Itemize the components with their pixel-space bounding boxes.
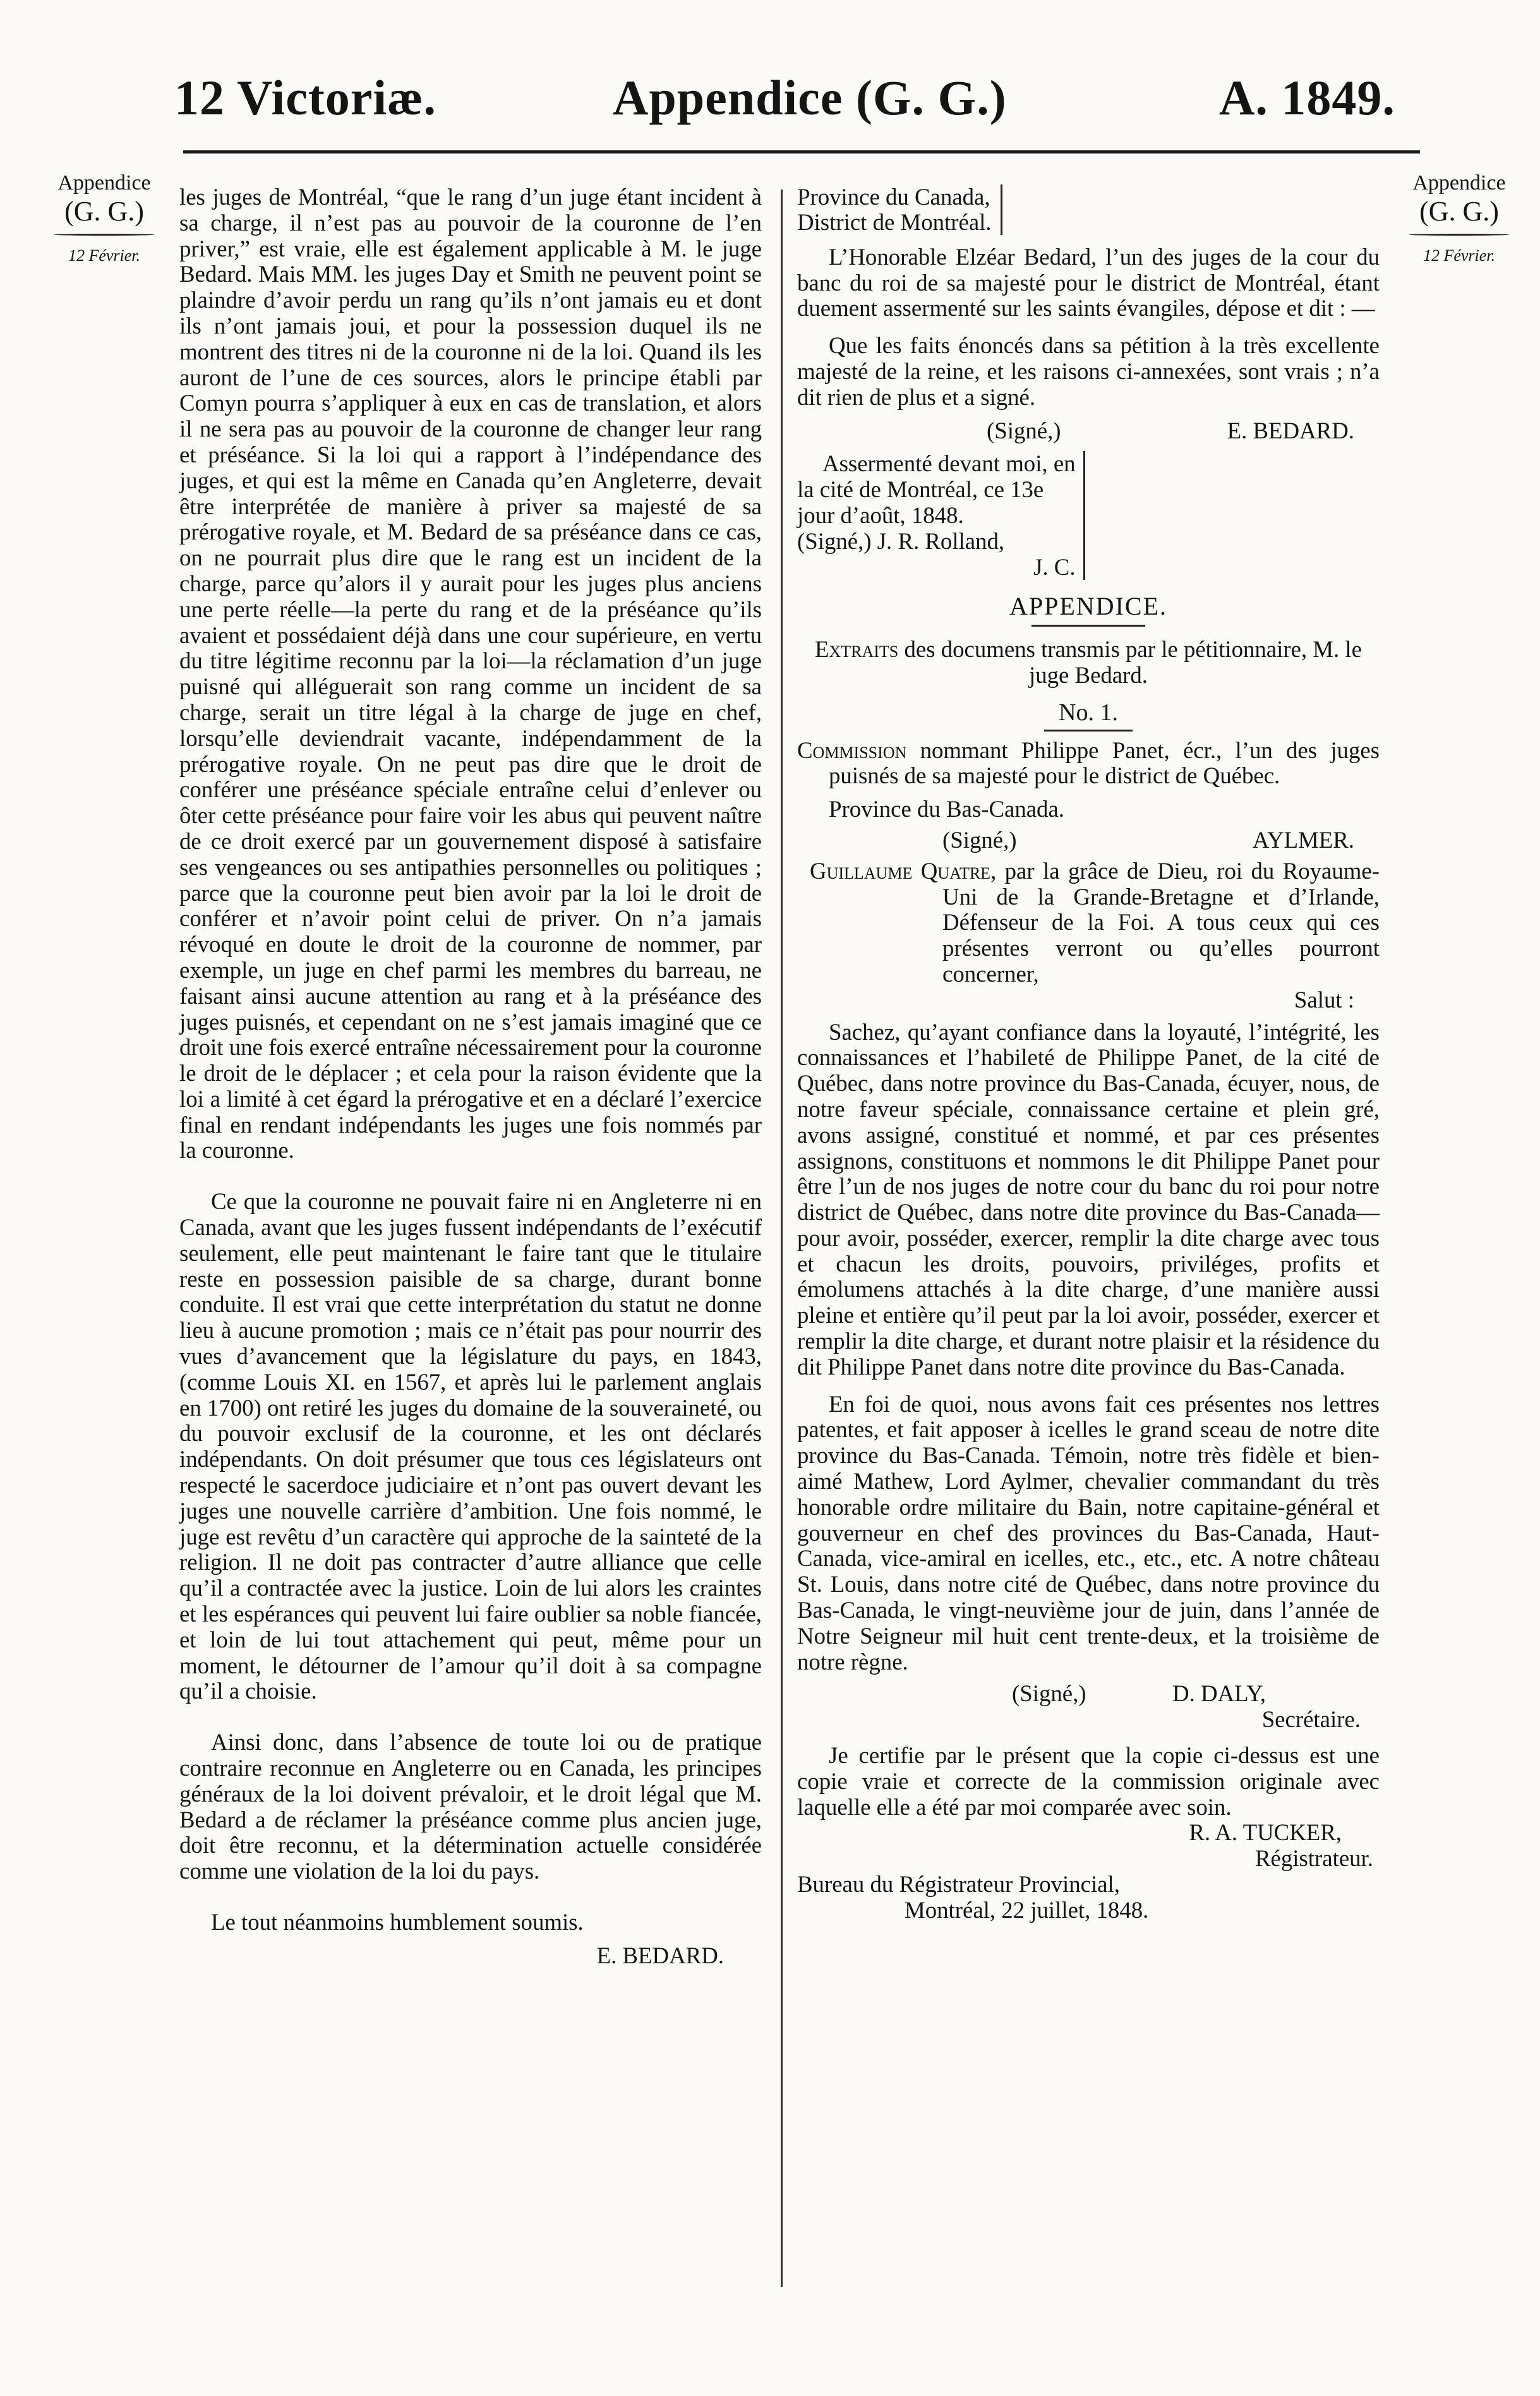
signed-name: D. DALY, (1172, 1680, 1266, 1707)
signed-label: (Signé,) (1012, 1680, 1086, 1707)
sworn-line: J. C. (1033, 553, 1076, 580)
province-bas-canada: Province du Bas-Canada. (829, 796, 1064, 822)
commission-rest: nommant Philippe Panet, écr., l’un des juges puisnés de sa majesté pour le district de Québec. (829, 737, 1380, 789)
signature: E. BEDARD. (596, 1942, 724, 1968)
sworn-block (797, 451, 1085, 580)
signed-label: (Signé,) (942, 826, 1017, 853)
registrar-name: R. A. TUCKER, (1189, 1819, 1342, 1846)
guillaume-rest: par la grâce de Dieu, roi du Royaume-Uni de la Grande-Bretagne et d’Irlande, Défenseur de la Foi. A tous ceux qui ces présentes verront ou qu’elles pourront concerner, (942, 857, 1380, 987)
sworn-line: jour d’août, 1848. (797, 502, 964, 528)
extracts-heading (797, 637, 1380, 689)
sworn-line: Assermenté devant moi, en (822, 450, 1076, 477)
margin-brace (54, 234, 155, 236)
guillaume-paragraph (797, 858, 1380, 987)
district-line: District de Montréal. (797, 209, 992, 235)
header-session: 12 Victoriæ. (174, 70, 436, 125)
commission-heading (797, 738, 1380, 790)
header-rule (183, 150, 1420, 154)
paragraph: les juges de Montréal, “que le rang d’un juge étant incident à sa charge, il n’est pas au pouvoir de la couronne de l’en priver,” est vraie, elle est également applicable à M. le juge Bedard. Mais MM. les juges Day et Smith ne peuvent point se plaindre d’avoir perdu un rang qu’ils n’ont jamais eu et dont ils n’ont jamais joui, et pour la possession duquel ils ne montrent des titres ni de la couronne ni de la loi. Quand ils les auront de l’une de ces sources, alors le principe établi par Comyn pourra s’appliquer à eux en cas de translation, et alors il ne sera pas au pouvoir de la couronne de changer leur rang et préséance. Si la loi qui a rapport à l’indépendance des juges, et qui est la même en Canada qu’en Angleterre, devait être interprétée de manière à priver sa majesté de sa prérogative royale, et M. Bedard de sa préséance dans ce cas, on ne pourrait plus dire que le rang est un incident de la charge, parce qu’alors il y aurait pour les juges plus anciens une perte réelle—la perte du rang et de la préséance qu’ils avaient et possédaient déjà dans une cour supérieure, en vertu du titre légitime reconnu par la loi—la réclamation d’un juge puisné qui alléguerait son rang comme un incident de sa charge, serait un titre légal à la charge de juge en chef, lorsqu’elle deviendrait vacante, indépendamment de la prérogative royale. On ne peut pas dire que le droit de conférer une préséance spéciale entraîne celui d’enlever ou ôter cette préséance pour faire voir les abus qui peuvent naître de ce droit exercé par un gouvernement disposé à satisfaire ses vengeances ou ses antipathies personnelles ou politiques ; parce que la couronne peut bien avoir par la loi le droit de conférer et n’avoir point celui de priver. On n’a jamais révoqué en doute le droit de la couronne de nommer, par exemple, un juge en chef parmi les membres du barreau, ne faisant ainsi aucune attention au rang et à la préséance des juges puisnés, et cependant on ne s’est jamais imaginé que ce droit une fois exercé entraîne nécessairement pour la couronne le droit de le déplacer ; et cela pour la raison évidente que la loi a limité à cet égard la prérogative et en a déclaré l’exercice final en rendant indépendants les juges une fois nommés par la couronne. (179, 184, 762, 1164)
signature-line (797, 418, 1380, 444)
margin-gg-label: (G. G.) (64, 196, 144, 227)
signed-name: E. BEDARD. (1227, 417, 1354, 443)
sworn-line: (Signé,) J. R. Rolland, (797, 527, 1005, 554)
margin-date: 12 Février. (1423, 246, 1496, 265)
number-rule (1044, 730, 1133, 731)
sworn-line: la cité de Montréal, ce 13e (797, 476, 1044, 503)
header-title: Appendice (G. G.) (613, 70, 1007, 125)
closing-line: Le tout néanmoins humblement soumis. (211, 1909, 584, 1935)
margin-brace (1409, 234, 1510, 236)
signed-label: (Signé,) (987, 417, 1061, 443)
paragraph-gap (179, 1164, 762, 1189)
guillaume-lead: Guillaume Quatre, (810, 857, 997, 884)
registrar-title: Régistrateur. (1254, 1845, 1373, 1872)
signature-line (797, 1681, 1380, 1707)
appendix-title: APPENDICE. (1009, 592, 1168, 621)
date-place-line: Montréal, 22 juillet, 1848. (905, 1896, 1149, 1923)
province-district-block (797, 184, 1002, 235)
affidavit-paragraph: L’Honorable Elzéar Bedard, l’un des juges de la cour du banc du roi de sa majesté pour le district de Montréal, étant duement assermenté sur les saints évangiles, dépose et dit : — (797, 243, 1380, 322)
header-year: A. 1849. (1219, 70, 1395, 125)
paragraph-gap (179, 1704, 762, 1730)
commission-lead: Commission (797, 737, 907, 763)
margin-gg-label: (G. G.) (1419, 196, 1499, 227)
extracts-rest: des documens transmis par le pétitionnaire, M. le juge Bedard. (904, 636, 1362, 688)
signature-line (797, 828, 1380, 853)
sachez-paragraph: Sachez, qu’ayant confiance dans la loyauté, l’intégrité, les connaissances et l’habileté de Philippe Panet, de la cité de Québec, dans notre province du Bas-Canada, écuyer, nous, de notre faveur spéciale, connaissance certaine et plein gré, avons assigné, constitué et nommé, et par ces présentes assignons, constituons et nommons le dit Philippe Panet pour être l’un de nos juges de notre cour du banc du roi pour notre district de Québec, dans notre dite province du Bas-Canada—pour avoir, posséder, exercer, remplir la dite charge avec tous et chacun les droits, pouvoirs, priviléges, profits et émolumens attachés à la dite charge, d’une manière aussi pleine et entière qu’il peut par la loi avoir, posséder, exercer et remplir la dite charge, et durant notre plaisir et la résidence du dit Philippe Panet dans notre dite province du Bas-Canada. (797, 1018, 1380, 1380)
left-column (179, 184, 762, 1969)
paragraph: Ainsi donc, dans l’absence de toute loi ou de pratique contraire reconnue en Angleterre ou en Canada, les principes généraux de la loi doivent prévaloir, et le droit légal que M. Bedard a de réclamer la préséance comme plus ancien juge, doit être reconnu, et la détermination actuelle considérée comme une violation de la loi du pays. (179, 1729, 762, 1884)
bureau-line: Bureau du Régistrateur Provincial, (797, 1871, 1120, 1898)
margin-date: 12 Février. (68, 246, 141, 265)
margin-appendice-label: Appendice (1412, 171, 1506, 195)
appendix-rule (1032, 625, 1145, 627)
salut: Salut : (1294, 986, 1354, 1013)
secretary-title: Secrétaire. (1261, 1706, 1361, 1733)
signed-name: AYLMER. (1252, 826, 1354, 853)
extracts-lead: Extraits (815, 636, 899, 663)
en-foi-paragraph: En foi de quoi, nous avons fait ces présentes nos lettres patentes, et fait apposer à icelles le grand sceau de notre dite province du Bas-Canada. Témoin, notre très fidèle et bien-aimé Mathew, Lord Aylmer, chevalier commandant du très honorable ordre militaire du Bain, notre capitaine-général et gouverneur en chef des provinces du Bas-Canada, Haut-Canada, vice-amiral en icelles, etc., etc., etc. A notre château St. Louis, dans notre cité de Québec, dans notre province du Bas-Canada, le vingt-neuvième jour de juin, dans l’année de Notre Seigneur mil huit cent trente-deux, et la troisième de notre règne. (797, 1390, 1380, 1675)
right-column (797, 184, 1380, 1923)
paragraph-gap (179, 1884, 762, 1910)
column-divider (781, 190, 783, 2287)
margin-appendice-label: Appendice (57, 171, 151, 195)
affidavit-paragraph: Que les faits énoncés dans sa pétition à la très excellente majesté de la reine, et les raisons ci-annexées, sont vrais ; n’a dit rien de plus et a signé. (797, 332, 1380, 410)
province-line: Province du Canada, (797, 184, 990, 210)
certification-paragraph: Je certifie par le présent que la copie ci-dessus est une copie vraie et correcte de la commission originale avec laquelle elle a été par moi comparée avec soin. (797, 1742, 1380, 1820)
document-number: No. 1. (1059, 699, 1118, 726)
paragraph: Ce que la couronne ne pouvait faire ni en Angleterre ni en Canada, avant que les juges fussent indépendants de l’exécutif seulement, elle peut maintenant le faire tant que le titulaire reste en possession paisible de sa charge, durant bonne conduite. Il est vrai que cette interprétation du statut ne donne lieu à aucune promotion ; mais ce n’était pas pour nourrir des vues d’avancement que la législature du pays, en 1843, (comme Louis XI. en 1567, et après lui le parlement anglais en 1700) ont retiré les juges du domaine de la souveraineté, ou du pouvoir exclusif de la couronne, et les ont déclarés indépendants. On doit présumer que tous ces législateurs ont respecté le sacerdoce judiciaire et n’ont pas ouvert devant les juges une nouvelle carrière d’ambition. Une fois nommé, le juge est revêtu d’un caractère qui approche de la sainteté de la religion. Il ne doit pas contracter d’autre alliance que celle qu’il a contractée avec la justice. Loin de lui alors les craintes et les espérances qui peuvent lui faire oublier sa noble fiancée, et loin de lui tout attachement qui peut, même pour un moment, le détourner de l’amour qu’il doit à sa compagne qu’il a choisie. (179, 1188, 762, 1704)
running-header (0, 69, 1540, 139)
right-margin-note (1399, 171, 1519, 268)
left-margin-note (51, 171, 158, 268)
